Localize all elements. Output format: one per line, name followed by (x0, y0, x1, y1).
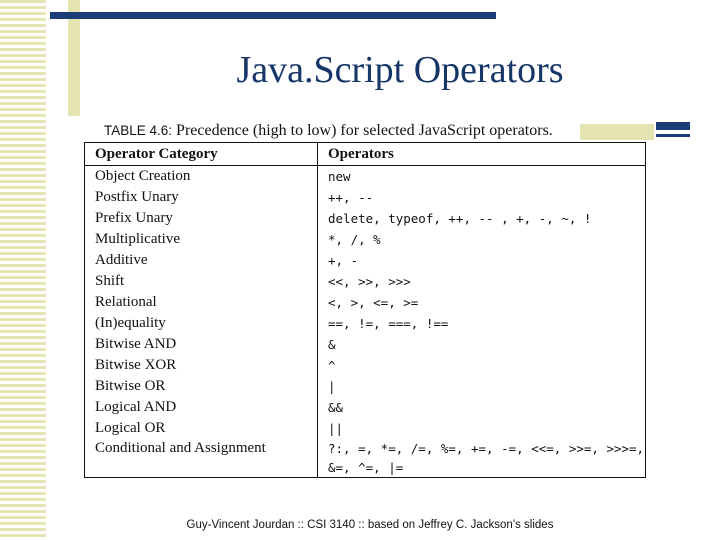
table-header-row (85, 143, 646, 166)
operators-cell: && (318, 397, 646, 418)
category-cell: Multiplicative (85, 229, 318, 250)
table-caption-text: Precedence (high to low) for selected JavaScript operators. (176, 122, 553, 139)
operators-cell: +, - (318, 250, 646, 271)
operators-cell: new (318, 166, 646, 188)
table-row (85, 376, 646, 397)
category-cell: Relational (85, 292, 318, 313)
decorative-top-bar (50, 12, 496, 19)
table-row (85, 334, 646, 355)
operators-cell: ==, !=, ===, !== (318, 313, 646, 334)
category-cell: Logical AND (85, 397, 318, 418)
operators-cell: & (318, 334, 646, 355)
table-row (85, 439, 646, 478)
table-caption (104, 122, 664, 140)
header-operators: Operators (318, 143, 646, 166)
table-row (85, 208, 646, 229)
table-caption-tag: TABLE 4.6: (104, 123, 173, 138)
category-cell: Conditional and Assignment (85, 439, 318, 478)
category-cell: Logical OR (85, 418, 318, 439)
operators-cell: *, /, % (318, 229, 646, 250)
operators-cell: ?:, =, *=, /=, %=, +=, -=, <<=, >>=, >>>=, &=, ^=, |= (318, 439, 646, 478)
slide-title: Java.Script Operators (236, 49, 564, 91)
operators-cell: ^ (318, 355, 646, 376)
operators-cell: || (318, 418, 646, 439)
table-row (85, 313, 646, 334)
table-row (85, 187, 646, 208)
header-operator-category: Operator Category (85, 143, 318, 166)
table-row (85, 397, 646, 418)
table-row (85, 418, 646, 439)
category-cell: Bitwise AND (85, 334, 318, 355)
category-cell: Object Creation (85, 166, 318, 188)
slide-footer: Guy-Vincent Jourdan :: CSI 3140 :: based on Jeffrey C. Jackson’s slides (186, 519, 554, 531)
operators-table (84, 142, 646, 478)
table-row (85, 355, 646, 376)
category-cell: Bitwise OR (85, 376, 318, 397)
table-row (85, 250, 646, 271)
table-row (85, 271, 646, 292)
operators-cell: delete, typeof, ++, -- , +, -, ~, ! (318, 208, 646, 229)
category-cell: Bitwise XOR (85, 355, 318, 376)
category-cell: Additive (85, 250, 318, 271)
decorative-stripes (0, 0, 46, 540)
table-row (85, 166, 646, 188)
category-cell: Prefix Unary (85, 208, 318, 229)
table-row (85, 292, 646, 313)
category-cell: Shift (85, 271, 318, 292)
operators-cell: | (318, 376, 646, 397)
operators-cell: <, >, <=, >= (318, 292, 646, 313)
category-cell: Postfix Unary (85, 187, 318, 208)
operators-cell: <<, >>, >>> (318, 271, 646, 292)
table-row (85, 229, 646, 250)
operators-cell: ++, -- (318, 187, 646, 208)
category-cell: (In)equality (85, 313, 318, 334)
